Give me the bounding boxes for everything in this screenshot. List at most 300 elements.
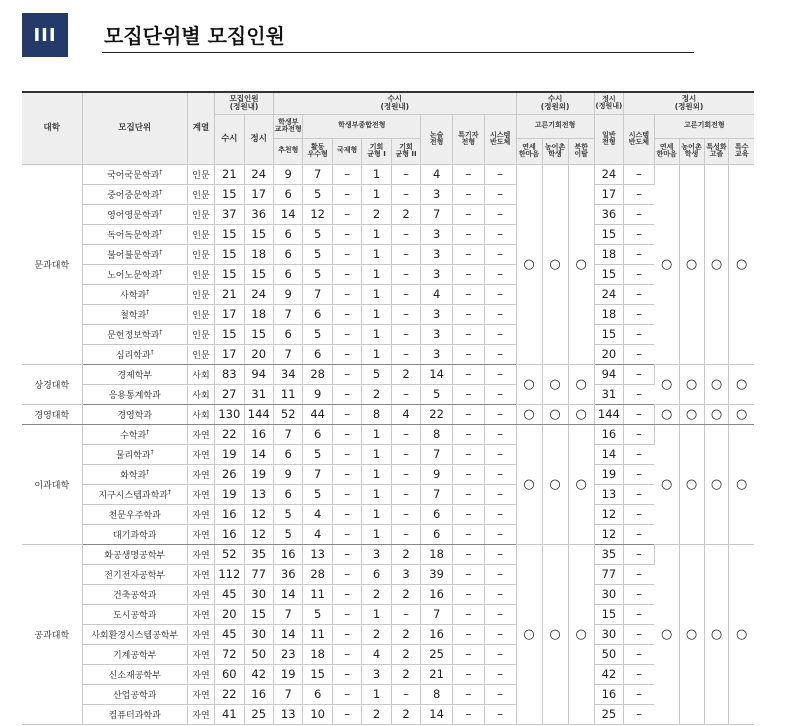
value-cell-gen: 12 — [594, 524, 623, 544]
value-cell-semi2: – — [624, 204, 655, 224]
dagger-mark: † — [159, 208, 163, 216]
circle-mark: ○ — [704, 164, 729, 364]
table-row — [22, 504, 754, 524]
affiliation-cell: 인문 — [187, 344, 214, 364]
unit-name-text: 중어중문학과 — [107, 190, 160, 201]
dagger-mark: † — [159, 188, 163, 196]
value-cell-o1: 1 — [362, 504, 391, 524]
unit-name-text: 신소재공학부 — [108, 670, 161, 681]
value-cell-act: 7 — [303, 164, 332, 184]
header-highered-susi: 고른기회전형 — [516, 114, 594, 138]
value-cell-act: 5 — [303, 184, 332, 204]
value-cell-gen: 94 — [594, 364, 623, 384]
value-cell-gen: 31 — [594, 384, 623, 404]
dagger-mark: † — [146, 288, 150, 296]
unit-name — [82, 484, 187, 504]
value-cell-rec: 7 — [273, 604, 302, 624]
value-cell-rec: 6 — [273, 324, 302, 344]
circle-mark: ○ — [679, 424, 704, 544]
value-cell-sp: – — [452, 204, 484, 224]
value-cell-o1: 6 — [362, 564, 391, 584]
value-cell-jeongsi: 77 — [244, 564, 273, 584]
value-cell-gen: 16 — [594, 684, 623, 704]
value-cell-o1: 8 — [362, 404, 391, 424]
header-highered-jeongsi: 고른기회전형 — [654, 114, 754, 138]
value-cell-o2: – — [391, 384, 420, 404]
value-cell-intl: – — [332, 324, 361, 344]
value-cell-o1: 3 — [362, 544, 391, 564]
value-cell-semi: – — [484, 244, 516, 264]
table-row — [22, 484, 754, 504]
value-cell-essay: 6 — [421, 524, 453, 544]
value-cell-rec: 14 — [273, 584, 302, 604]
circle-mark: ○ — [516, 164, 542, 364]
value-cell-jeongsi: 30 — [244, 624, 273, 644]
header-general — [594, 114, 623, 164]
unit-name — [82, 664, 187, 684]
value-cell-intl: – — [332, 704, 361, 724]
value-cell-essay: 3 — [421, 244, 453, 264]
value-cell-act: 15 — [303, 664, 332, 684]
value-cell-rec: 5 — [273, 504, 302, 524]
value-cell-o2: – — [391, 444, 420, 464]
value-cell-intl: – — [332, 484, 361, 504]
value-cell-rec: 52 — [273, 404, 302, 424]
value-cell-susi: 112 — [215, 564, 244, 584]
value-cell-semi: – — [484, 524, 516, 544]
value-cell-sp: – — [452, 364, 484, 384]
table-row — [22, 464, 754, 484]
section-title: 모집단위별 모집인원 — [104, 24, 285, 48]
table-row — [22, 224, 754, 244]
table-row — [22, 324, 754, 344]
value-cell-semi2: – — [624, 644, 655, 664]
value-cell-intl: – — [332, 424, 361, 444]
affiliation-cell: 사회 — [187, 384, 214, 404]
value-cell-semi2: – — [624, 624, 655, 644]
value-cell-o1: 1 — [362, 684, 391, 704]
affiliation-cell: 자연 — [187, 684, 214, 704]
header-jeongsi-in-text: 정시 (정원내) — [595, 94, 623, 111]
header-nk-text: 북한 이탈 — [574, 142, 588, 158]
value-cell-semi2: – — [624, 444, 655, 464]
value-cell-act: 7 — [303, 464, 332, 484]
value-cell-rec: 16 — [273, 544, 302, 564]
value-cell-rec: 6 — [273, 444, 302, 464]
affiliation-cell: 자연 — [187, 484, 214, 504]
college-name: 공과대학 — [22, 544, 82, 724]
value-cell-rec: 6 — [273, 264, 302, 284]
value-cell-essay: 3 — [421, 184, 453, 204]
unit-name-text: 영어영문학과 — [107, 210, 160, 221]
value-cell-jeongsi: 16 — [244, 684, 273, 704]
value-cell-o1: 1 — [362, 464, 391, 484]
value-cell-semi2: – — [624, 244, 655, 264]
table-row — [22, 204, 754, 224]
value-cell-act: 6 — [303, 304, 332, 324]
header-comprehensive: 학생부종합전형 — [303, 114, 421, 138]
value-cell-intl: – — [332, 204, 361, 224]
value-cell-gen: 16 — [594, 424, 623, 444]
value-cell-o1: 1 — [362, 304, 391, 324]
value-cell-semi2: – — [624, 704, 655, 724]
header-school-record — [273, 114, 302, 138]
value-cell-essay: 14 — [421, 364, 453, 384]
value-cell-o1: 1 — [362, 244, 391, 264]
value-cell-o1: 1 — [362, 184, 391, 204]
admissions-quota-table — [22, 91, 754, 725]
value-cell-intl: – — [332, 544, 361, 564]
affiliation-cell: 자연 — [187, 584, 214, 604]
value-cell-o1: 2 — [362, 584, 391, 604]
value-cell-jeongsi: 16 — [244, 424, 273, 444]
value-cell-sp: – — [452, 644, 484, 664]
value-cell-gen: 20 — [594, 344, 623, 364]
value-cell-o1: 2 — [362, 624, 391, 644]
affiliation-cell: 인문 — [187, 184, 214, 204]
affiliation-cell: 인문 — [187, 264, 214, 284]
value-cell-gen: 77 — [594, 564, 623, 584]
value-cell-susi: 45 — [215, 624, 244, 644]
header-system-semi-jeongsi — [624, 114, 655, 164]
table-row — [22, 164, 754, 184]
table-body — [22, 164, 754, 724]
value-cell-jeongsi: 18 — [244, 304, 273, 324]
unit-name — [82, 464, 187, 484]
circle-mark: ○ — [704, 404, 729, 424]
value-cell-act: 4 — [303, 524, 332, 544]
unit-name-text: 화공생명공학부 — [104, 550, 166, 561]
value-cell-essay: 14 — [421, 704, 453, 724]
unit-name-text: 사학과 — [120, 290, 147, 301]
header-activity — [303, 138, 332, 164]
unit-name — [82, 404, 187, 424]
unit-name-text: 문헌정보학과 — [107, 330, 160, 341]
unit-name-text: 불어불문학과 — [107, 250, 160, 261]
value-cell-act: 44 — [303, 404, 332, 424]
value-cell-o1: 2 — [362, 704, 391, 724]
value-cell-intl: – — [332, 684, 361, 704]
value-cell-o1: 5 — [362, 364, 391, 384]
value-cell-intl: – — [332, 344, 361, 364]
value-cell-essay: 7 — [421, 204, 453, 224]
value-cell-semi: – — [484, 684, 516, 704]
header-opp2 — [391, 138, 420, 164]
unit-name — [82, 624, 187, 644]
unit-name-text: 천문우주학과 — [108, 510, 161, 521]
affiliation-cell: 자연 — [187, 644, 214, 664]
value-cell-jeongsi: 30 — [244, 584, 273, 604]
college-name: 경영대학 — [22, 404, 82, 424]
header-susi-in-text: 수시 (정원내) — [380, 94, 410, 112]
value-cell-gen: 14 — [594, 444, 623, 464]
value-cell-o1: 2 — [362, 384, 391, 404]
value-cell-act: 18 — [303, 644, 332, 664]
value-cell-sp: – — [452, 404, 484, 424]
circle-mark: ○ — [542, 424, 568, 544]
value-cell-o1: 1 — [362, 444, 391, 464]
unit-name — [82, 264, 187, 284]
value-cell-essay: 3 — [421, 324, 453, 344]
value-cell-o1: 1 — [362, 604, 391, 624]
value-cell-sp: – — [452, 304, 484, 324]
value-cell-act: 11 — [303, 624, 332, 644]
value-cell-intl: – — [332, 404, 361, 424]
value-cell-jeongsi: 35 — [244, 544, 273, 564]
value-cell-o2: 2 — [391, 664, 420, 684]
unit-name-text: 화학과 — [120, 470, 147, 481]
value-cell-o2: – — [391, 284, 420, 304]
value-cell-jeongsi: 42 — [244, 664, 273, 684]
value-cell-sp: – — [452, 244, 484, 264]
circle-mark: ○ — [679, 404, 704, 424]
circle-mark: ○ — [654, 404, 679, 424]
value-cell-semi: – — [484, 664, 516, 684]
value-cell-gen: 144 — [594, 404, 623, 424]
unit-name-text: 대기과학과 — [112, 530, 157, 541]
value-cell-act: 7 — [303, 284, 332, 304]
value-cell-o2: – — [391, 304, 420, 324]
value-cell-o2: – — [391, 424, 420, 444]
unit-name — [82, 424, 187, 444]
unit-name-text: 수학과 — [120, 430, 147, 441]
value-cell-act: 10 — [303, 704, 332, 724]
circle-mark: ○ — [704, 424, 729, 544]
header-susi-in — [273, 92, 516, 114]
value-cell-intl: – — [332, 604, 361, 624]
value-cell-gen: 24 — [594, 284, 623, 304]
value-cell-sp: – — [452, 604, 484, 624]
circle-mark: ○ — [729, 544, 754, 724]
header-yonsei-hanmaeum — [516, 138, 542, 164]
value-cell-susi: 72 — [215, 644, 244, 664]
value-cell-act: 5 — [303, 244, 332, 264]
value-cell-rec: 5 — [273, 524, 302, 544]
value-cell-essay: 7 — [421, 484, 453, 504]
value-cell-semi2: – — [624, 324, 655, 344]
value-cell-intl: – — [332, 164, 361, 184]
value-cell-rec: 13 — [273, 704, 302, 724]
header-general-text: 일반 전형 — [602, 130, 616, 146]
affiliation-cell: 자연 — [187, 624, 214, 644]
value-cell-essay: 25 — [421, 644, 453, 664]
value-cell-semi2: – — [624, 184, 655, 204]
value-cell-essay: 18 — [421, 544, 453, 564]
value-cell-act: 11 — [303, 584, 332, 604]
value-cell-jeongsi: 36 — [244, 204, 273, 224]
value-cell-act: 5 — [303, 444, 332, 464]
value-cell-act: 5 — [303, 224, 332, 244]
header-special-talent — [452, 114, 484, 164]
value-cell-rec: 14 — [273, 624, 302, 644]
value-cell-jeongsi: 13 — [244, 484, 273, 504]
header-specialized-text: 특성화 고졸 — [706, 142, 727, 158]
value-cell-susi: 17 — [215, 344, 244, 364]
unit-name-text: 지구시스템과학과 — [98, 490, 168, 501]
value-cell-semi2: – — [624, 264, 655, 284]
value-cell-semi: – — [484, 384, 516, 404]
unit-name — [82, 164, 187, 184]
value-cell-jeongsi: 24 — [244, 164, 273, 184]
value-cell-o2: 2 — [391, 624, 420, 644]
value-cell-susi: 45 — [215, 584, 244, 604]
circle-mark: ○ — [679, 164, 704, 364]
value-cell-o2: – — [391, 224, 420, 244]
affiliation-cell: 자연 — [187, 524, 214, 544]
unit-name-text: 사회환경시스템공학부 — [91, 630, 179, 641]
header-essay-text: 논술 전형 — [429, 130, 444, 146]
value-cell-semi2: – — [624, 404, 655, 424]
value-cell-jeongsi: 17 — [244, 184, 273, 204]
value-cell-sp: – — [452, 384, 484, 404]
section-header — [22, 8, 682, 52]
table-row — [22, 604, 754, 624]
value-cell-gen: 17 — [594, 184, 623, 204]
table-row — [22, 624, 754, 644]
value-cell-rec: 6 — [273, 484, 302, 504]
affiliation-cell: 자연 — [187, 564, 214, 584]
value-cell-gen: 15 — [594, 604, 623, 624]
value-cell-susi: 17 — [215, 304, 244, 324]
value-cell-semi: – — [484, 404, 516, 424]
value-cell-susi: 19 — [215, 484, 244, 504]
value-cell-semi2: – — [624, 564, 655, 584]
value-cell-act: 28 — [303, 364, 332, 384]
header-yonsei-hanmaeum-text: 연세 한마음 — [518, 142, 540, 158]
affiliation-cell: 인문 — [187, 284, 214, 304]
value-cell-semi: – — [484, 704, 516, 724]
value-cell-o2: – — [391, 324, 420, 344]
value-cell-sp: – — [452, 264, 484, 284]
header-susi-out-text: 수시 (정원외) — [540, 94, 570, 112]
unit-name — [82, 444, 187, 464]
affiliation-cell: 자연 — [187, 604, 214, 624]
circle-mark: ○ — [679, 544, 704, 724]
value-cell-o1: 3 — [362, 664, 391, 684]
header-special-talent-text: 특기자 전형 — [458, 130, 479, 146]
value-cell-intl: – — [332, 304, 361, 324]
value-cell-susi: 15 — [215, 324, 244, 344]
value-cell-sp: – — [452, 184, 484, 204]
value-cell-essay: 5 — [421, 384, 453, 404]
table-row — [22, 364, 754, 384]
affiliation-cell: 자연 — [187, 704, 214, 724]
table-row — [22, 544, 754, 564]
value-cell-act: 4 — [303, 504, 332, 524]
value-cell-jeongsi: 12 — [244, 524, 273, 544]
value-cell-essay: 4 — [421, 164, 453, 184]
value-cell-o1: 1 — [362, 284, 391, 304]
unit-name — [82, 644, 187, 664]
value-cell-semi: – — [484, 444, 516, 464]
value-cell-gen: 19 — [594, 464, 623, 484]
unit-name — [82, 344, 187, 364]
circle-mark: ○ — [654, 164, 679, 364]
unit-name-text: 건축공학과 — [112, 590, 157, 601]
value-cell-semi2: – — [624, 584, 655, 604]
circle-mark: ○ — [516, 544, 542, 724]
dagger-mark: † — [167, 488, 171, 496]
value-cell-semi: – — [484, 624, 516, 644]
value-cell-essay: 3 — [421, 304, 453, 324]
unit-name — [82, 604, 187, 624]
unit-name — [82, 684, 187, 704]
unit-name-text: 도시공학과 — [112, 610, 157, 621]
value-cell-sp: – — [452, 164, 484, 184]
value-cell-o1: 1 — [362, 224, 391, 244]
circle-mark: ○ — [654, 364, 679, 404]
value-cell-o1: 4 — [362, 644, 391, 664]
header-rural — [542, 138, 568, 164]
value-cell-semi: – — [484, 544, 516, 564]
dagger-mark: † — [146, 428, 150, 436]
value-cell-jeongsi: 24 — [244, 284, 273, 304]
value-cell-rec: 14 — [273, 204, 302, 224]
affiliation-cell: 사회 — [187, 404, 214, 424]
header-jeongsi-out — [624, 92, 754, 114]
value-cell-susi: 19 — [215, 444, 244, 464]
value-cell-semi2: – — [624, 664, 655, 684]
value-cell-o2: 2 — [391, 364, 420, 384]
affiliation-cell: 인문 — [187, 164, 214, 184]
header-system-semi-jeongsi-text: 시스템 반도체 — [628, 130, 650, 146]
circle-mark: ○ — [704, 364, 729, 404]
value-cell-susi: 52 — [215, 544, 244, 564]
unit-name — [82, 384, 187, 404]
value-cell-susi: 16 — [215, 524, 244, 544]
affiliation-cell: 인문 — [187, 304, 214, 324]
value-cell-susi: 22 — [215, 424, 244, 444]
circle-mark: ○ — [516, 404, 542, 424]
value-cell-jeongsi: 15 — [244, 604, 273, 624]
value-cell-rec: 9 — [273, 464, 302, 484]
unit-name-text: 경제학부 — [117, 370, 153, 381]
value-cell-sp: – — [452, 584, 484, 604]
value-cell-o1: 1 — [362, 424, 391, 444]
header-school-record-text: 학생부 교과전형 — [274, 117, 302, 133]
dagger-mark: † — [159, 328, 163, 336]
value-cell-essay: 4 — [421, 284, 453, 304]
value-cell-rec: 7 — [273, 344, 302, 364]
value-cell-gen: 30 — [594, 584, 623, 604]
value-cell-jeongsi: 12 — [244, 504, 273, 524]
value-cell-jeongsi: 25 — [244, 704, 273, 724]
value-cell-gen: 15 — [594, 324, 623, 344]
value-cell-essay: 3 — [421, 344, 453, 364]
unit-name-text: 전기전자공학부 — [104, 570, 166, 581]
value-cell-intl: – — [332, 364, 361, 384]
value-cell-semi2: – — [624, 344, 655, 364]
value-cell-semi2: – — [624, 524, 655, 544]
value-cell-rec: 7 — [273, 684, 302, 704]
value-cell-sp: – — [452, 684, 484, 704]
value-cell-intl: – — [332, 664, 361, 684]
header-international: 국제형 — [332, 138, 361, 164]
value-cell-susi: 21 — [215, 284, 244, 304]
value-cell-sp: – — [452, 704, 484, 724]
header-jeongsi-out-text: 정시 (정원외) — [674, 94, 704, 112]
value-cell-susi: 15 — [215, 244, 244, 264]
header-special-ed-text: 특수 교육 — [734, 142, 749, 158]
value-cell-gen: 25 — [594, 704, 623, 724]
value-cell-sp: – — [452, 544, 484, 564]
value-cell-o1: 2 — [362, 204, 391, 224]
value-cell-intl: – — [332, 284, 361, 304]
header-jeongsi-in — [594, 92, 623, 114]
circle-mark: ○ — [568, 404, 594, 424]
value-cell-semi: – — [484, 284, 516, 304]
unit-name-text: 물리학과 — [115, 450, 151, 461]
